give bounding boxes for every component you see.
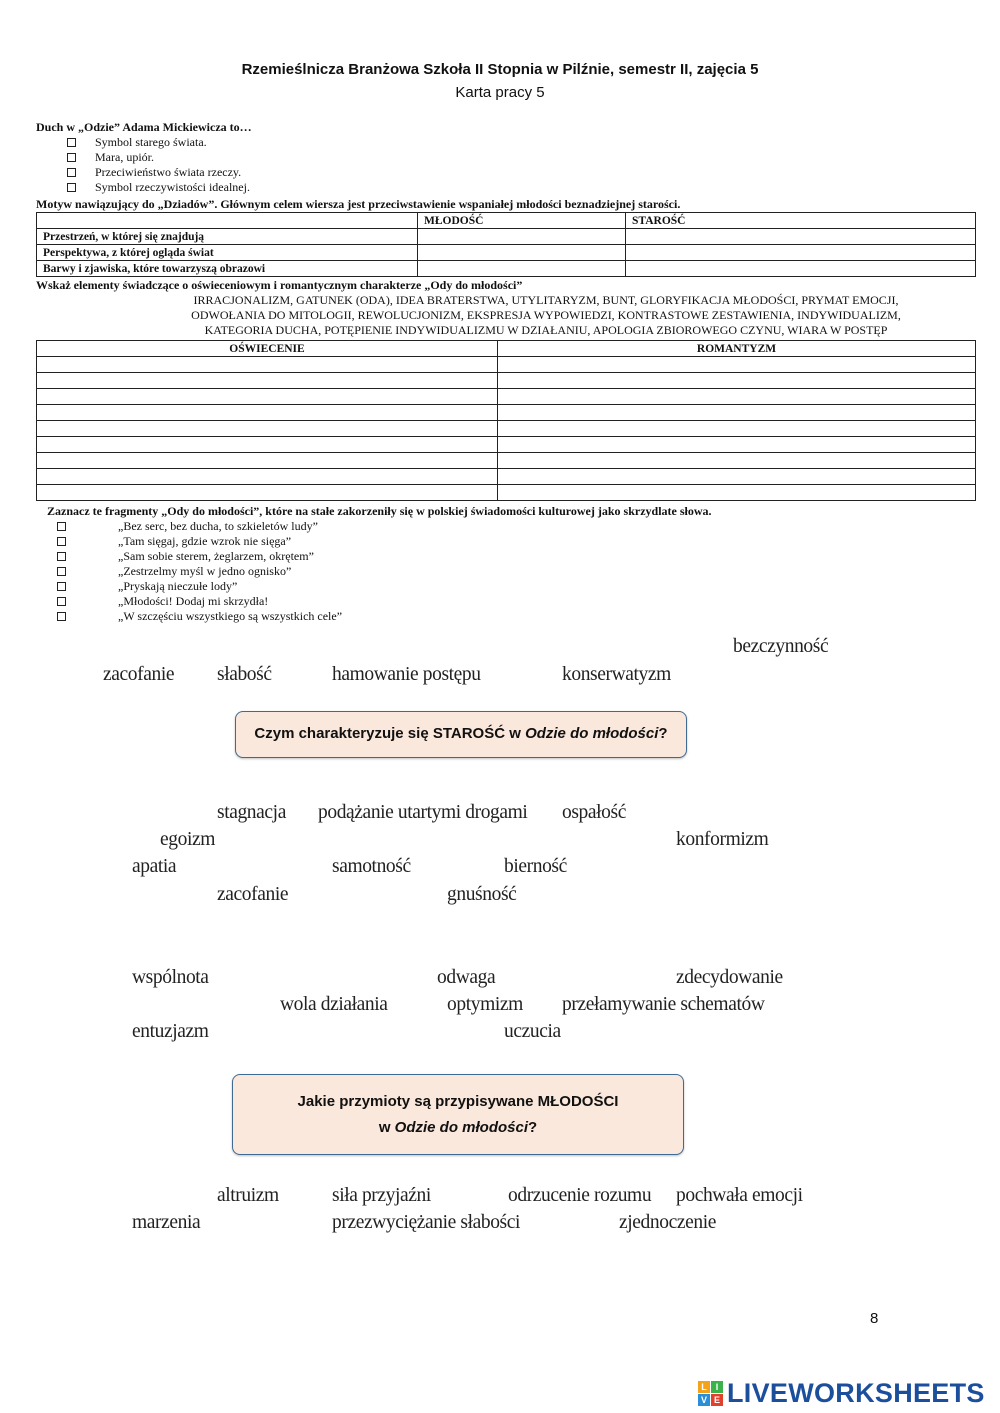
option-label: „Pryskają nieczułe lody” <box>118 579 238 593</box>
answer-cell[interactable] <box>626 229 976 245</box>
checkbox[interactable] <box>57 522 66 531</box>
word-chip[interactable]: zacofanie <box>217 884 289 905</box>
word-chip[interactable]: konformizm <box>676 829 769 850</box>
col-romanticism: ROMANTYZM <box>498 341 976 357</box>
option-label: „Tam sięgaj, gdzie wzrok nie sięga” <box>118 534 292 548</box>
logo-text: LIVEWORKSHEETS <box>727 1378 985 1408</box>
youth-age-table <box>36 212 976 277</box>
answer-cell[interactable] <box>498 485 976 501</box>
checkbox[interactable] <box>57 582 66 591</box>
col-old: STAROŚĆ <box>626 213 976 229</box>
question-box-youth <box>232 1074 684 1155</box>
checkbox[interactable] <box>67 183 76 192</box>
option-label: Symbol rzeczywistości idealnej. <box>95 180 250 194</box>
answer-cell[interactable] <box>498 421 976 437</box>
checkbox[interactable] <box>57 612 66 621</box>
box-text: w <box>378 1119 395 1136</box>
answer-cell[interactable] <box>498 437 976 453</box>
page-number: 8 <box>870 1310 879 1327</box>
empty-header <box>37 213 418 229</box>
option-label: „Bez serc, bez ducha, to szkieletów ludy” <box>118 519 318 533</box>
q1-option[interactable] <box>67 135 250 150</box>
logo-letter: I <box>711 1381 723 1393</box>
col-young: MŁODOŚĆ <box>418 213 626 229</box>
answer-cell[interactable] <box>498 373 976 389</box>
word-chip[interactable]: zdecydowanie <box>676 967 783 988</box>
answer-cell[interactable] <box>418 229 626 245</box>
answer-cell[interactable] <box>37 437 498 453</box>
q4-option[interactable] <box>57 564 342 579</box>
q4-option[interactable] <box>57 534 342 549</box>
answer-cell[interactable] <box>37 469 498 485</box>
word-chip[interactable]: zjednoczenie <box>619 1212 716 1233</box>
logo-letter: L <box>698 1381 710 1393</box>
answer-cell[interactable] <box>37 405 498 421</box>
logo-letter: E <box>711 1394 723 1406</box>
checkbox[interactable] <box>57 567 66 576</box>
question-box-old-age <box>235 711 687 758</box>
word-chip[interactable]: apatia <box>132 856 177 877</box>
row-label: Przestrzeń, w której się znajdują <box>37 229 418 245</box>
word-chip[interactable]: bierność <box>504 856 567 877</box>
answer-cell[interactable] <box>498 453 976 469</box>
box-text: Czym charakteryzuje się STAROŚĆ w <box>254 725 526 742</box>
word-chip[interactable]: ospałość <box>562 802 626 823</box>
checkbox[interactable] <box>57 552 66 561</box>
box-text-italic: Odzie do młodości <box>525 725 659 742</box>
answer-cell[interactable] <box>37 373 498 389</box>
word-chip[interactable]: zacofanie <box>103 664 175 685</box>
q3-question: Wskaż elementy świadczące o oświeceniowym i romantycznym charakterze „Ody do młodości” <box>36 278 523 292</box>
word-chip[interactable]: słabość <box>217 664 272 685</box>
terms-line: IRRACJONALIZM, GATUNEK (ODA), IDEA BRATERSTWA, UTYLITARYZM, BUNT, GLORYFIKACJA MŁODOŚCI, PRYMAT EMOCJI, <box>193 293 899 307</box>
option-label: Mara, upiór. <box>95 150 154 164</box>
row-label: Barwy i zjawiska, które towarzyszą obrazowi <box>37 261 418 277</box>
word-chip[interactable]: altruizm <box>217 1185 279 1206</box>
page-title: Rzemieślnicza Branżowa Szkoła II Stopnia w Pilźnie, semestr II, zajęcia 5 <box>241 61 759 78</box>
q4-option[interactable] <box>57 519 342 534</box>
answer-cell[interactable] <box>37 453 498 469</box>
word-chip[interactable]: wola działania <box>280 994 388 1015</box>
checkbox[interactable] <box>67 168 76 177</box>
logo-letter: V <box>698 1394 710 1406</box>
option-label: „Młodości! Dodaj mi skrzydła! <box>118 594 269 608</box>
answer-cell[interactable] <box>37 421 498 437</box>
answer-cell[interactable] <box>498 405 976 421</box>
word-chip[interactable]: samotność <box>332 856 411 877</box>
word-chip[interactable]: stagnacja <box>217 802 286 823</box>
option-label: „Zestrzelmy myśl w jedno ognisko” <box>118 564 292 578</box>
q4-option[interactable] <box>57 609 342 624</box>
liveworksheets-logo[interactable] <box>698 1378 985 1409</box>
checkbox[interactable] <box>57 537 66 546</box>
box-text: ? <box>528 1119 538 1136</box>
q4-option[interactable] <box>57 594 342 609</box>
col-enlightenment: OŚWIECENIE <box>37 341 498 357</box>
word-chip[interactable]: przełamywanie schematów <box>562 994 765 1015</box>
row-label: Perspektywa, z której ogląda świat <box>37 245 418 261</box>
word-chip[interactable]: odwaga <box>437 967 496 988</box>
word-chip[interactable]: wspólnota <box>132 967 209 988</box>
checkbox[interactable] <box>67 153 76 162</box>
answer-cell[interactable] <box>418 261 626 277</box>
answer-cell[interactable] <box>37 389 498 405</box>
word-chip[interactable]: gnuśność <box>447 884 517 905</box>
word-chip[interactable]: podążanie utartymi drogami <box>318 802 528 823</box>
option-label: Przeciwieństwo świata rzeczy. <box>95 165 242 179</box>
box-text-italic: Odzie do młodości <box>394 1119 529 1136</box>
q2-question: Motyw nawiązujący do „Dziadów”. Głównym celem wiersza jest przeciwstawienie wspaniałej młodości beznadziejnej starości. <box>36 197 681 211</box>
page-subtitle: Karta pracy 5 <box>455 84 545 101</box>
box-line-2 <box>233 1115 683 1141</box>
q1-option[interactable] <box>67 165 250 180</box>
word-chip[interactable]: optymizm <box>447 994 523 1015</box>
answer-cell[interactable] <box>626 261 976 277</box>
word-chip[interactable]: egoizm <box>160 829 215 850</box>
q1-question: Duch w „Odzie” Adama Mickiewicza to… <box>36 120 252 134</box>
answer-cell[interactable] <box>37 485 498 501</box>
word-chip[interactable]: odrzucenie rozumu <box>508 1185 652 1206</box>
word-chip[interactable]: hamowanie postępu <box>332 664 481 685</box>
answer-cell[interactable] <box>626 245 976 261</box>
answer-cell[interactable] <box>498 469 976 485</box>
terms-line: KATEGORIA DUCHA, POTĘPIENIE INDYWIDUALIZMU W DZIAŁANIU, APOLOGIA ZBIOROWEGO CZYNU, WIARA W POSTĘP <box>204 323 888 337</box>
q1-option[interactable] <box>67 180 250 195</box>
answer-cell[interactable] <box>498 357 976 373</box>
word-chip[interactable]: bezczynność <box>733 636 829 657</box>
answer-cell[interactable] <box>418 245 626 261</box>
q4-option[interactable] <box>57 579 342 594</box>
q4-options <box>57 519 342 624</box>
enlightenment-romanticism-table <box>36 340 976 501</box>
word-chip[interactable]: marzenia <box>132 1212 201 1233</box>
option-label: Symbol starego świata. <box>95 135 207 149</box>
q3-terms <box>86 293 1000 338</box>
q1-option[interactable] <box>67 150 250 165</box>
option-label: „W szczęściu wszystkiego są wszystkich cele” <box>118 609 343 623</box>
answer-cell[interactable] <box>37 357 498 373</box>
box-text: ? <box>658 725 668 742</box>
checkbox[interactable] <box>67 138 76 147</box>
terms-line: ODWOŁANIA DO MITOLOGII, REWOLUCJONIZM, EKSPRESJA WYPOWIEDZI, KONTRASTOWE ZESTAWIENIA, INDYWIDUALIZM, <box>191 308 901 322</box>
option-label: „Sam sobie sterem, żeglarzem, okrętem” <box>118 549 314 563</box>
word-chip[interactable]: pochwała emocji <box>676 1185 803 1206</box>
word-chip[interactable]: uczucia <box>504 1021 561 1042</box>
checkbox[interactable] <box>57 597 66 606</box>
word-chip[interactable]: entuzjazm <box>132 1021 209 1042</box>
q4-question: Zaznacz te fragmenty „Ody do młodości”, które na stałe zakorzeniły się w polskiej świadomości kulturowej jako skrzydlate słowa. <box>47 504 712 518</box>
answer-cell[interactable] <box>498 389 976 405</box>
word-chip[interactable]: konserwatyzm <box>562 664 671 685</box>
box-text: Jakie przymioty są przypisywane MŁODOŚCI <box>297 1093 619 1110</box>
word-chip[interactable]: siła przyjaźni <box>332 1185 431 1206</box>
q4-option[interactable] <box>57 549 342 564</box>
word-chip[interactable]: przezwyciężanie słabości <box>332 1212 520 1233</box>
q1-options <box>67 135 250 195</box>
logo-icon <box>698 1381 723 1406</box>
